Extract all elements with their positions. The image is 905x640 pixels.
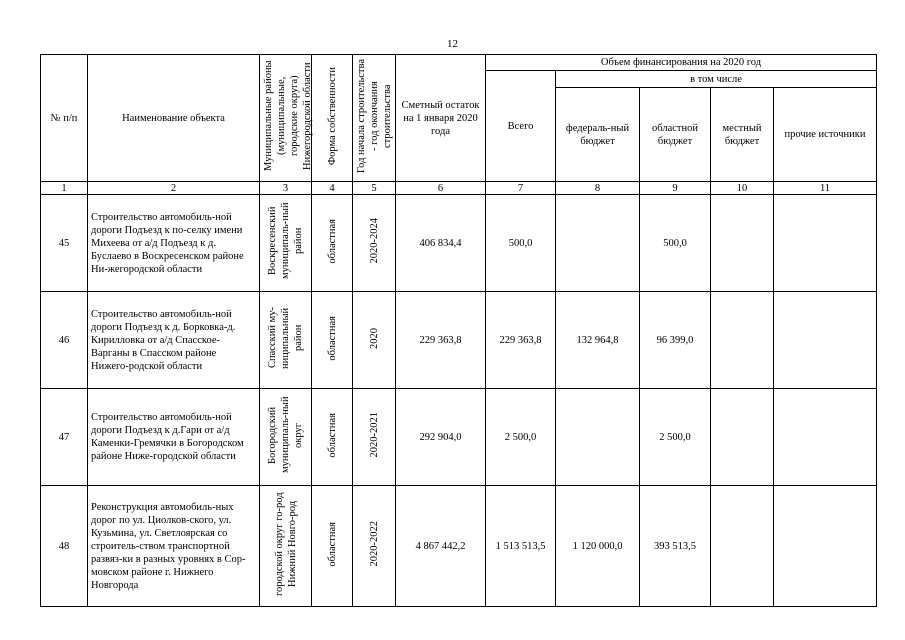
column-number: 10: [711, 182, 774, 195]
total-cell: 2 500,0: [486, 389, 556, 486]
ownership-cell: областная: [312, 292, 353, 389]
object-name: Строительство автомобиль-ной дороги Подъезд к по-селку имени Михеева от а/д Подъезд к д. Буслаево в Воскресенском районе Ни-жегородской области: [88, 195, 260, 292]
header-other: прочие источники: [774, 88, 877, 182]
header-local: местный бюджет: [711, 88, 774, 182]
column-number: 3: [260, 182, 312, 195]
local-cell: [711, 389, 774, 486]
years-cell: 2020-2022: [353, 486, 396, 607]
row-no: 46: [41, 292, 88, 389]
regional-cell: 2 500,0: [640, 389, 711, 486]
other-cell: [774, 486, 877, 607]
table-row: [41, 195, 877, 292]
column-number: 2: [88, 182, 260, 195]
federal-cell: [556, 195, 640, 292]
column-number: 6: [396, 182, 486, 195]
other-cell: [774, 292, 877, 389]
header-estimate: Сметный остаток на 1 января 2020 года: [396, 55, 486, 182]
header-ownership: Форма собственности: [312, 55, 353, 182]
estimate-cell: 4 867 442,2: [396, 486, 486, 607]
column-number: 8: [556, 182, 640, 195]
header-including: в том числе: [556, 71, 877, 88]
header-no: № п/п: [41, 55, 88, 182]
column-number: 4: [312, 182, 353, 195]
regional-cell: 500,0: [640, 195, 711, 292]
table-row: [41, 486, 877, 607]
regional-cell: 96 399,0: [640, 292, 711, 389]
row-no: 47: [41, 389, 88, 486]
column-number: 1: [41, 182, 88, 195]
header-district: Муниципальные районы (муниципальные, городские округа) Нижегородской области: [260, 55, 312, 182]
total-cell: 500,0: [486, 195, 556, 292]
header-federal: федераль-ный бюджет: [556, 88, 640, 182]
regional-cell: 393 513,5: [640, 486, 711, 607]
financing-table: [40, 54, 877, 607]
years-cell: 2020: [353, 292, 396, 389]
other-cell: [774, 389, 877, 486]
header-regional: областной бюджет: [640, 88, 711, 182]
district-cell: Богородский муниципаль-ный округ: [260, 389, 312, 486]
object-name: Строительство автомобиль-ной дороги Подъезд к д.Гари от а/д Каменки-Гремячки в Богородском районе Ниже-городской области: [88, 389, 260, 486]
local-cell: [711, 292, 774, 389]
years-cell: 2020-2024: [353, 195, 396, 292]
years-cell: 2020-2021: [353, 389, 396, 486]
header-total: Всего: [486, 71, 556, 182]
district-cell: городской округ го-род Нижний Новго-род: [260, 486, 312, 607]
header-funding: Объем финансирования на 2020 год: [486, 55, 877, 71]
column-number: 5: [353, 182, 396, 195]
table-row: [41, 389, 877, 486]
column-number: 7: [486, 182, 556, 195]
local-cell: [711, 195, 774, 292]
ownership-cell: областная: [312, 486, 353, 607]
column-number: 11: [774, 182, 877, 195]
page-number: 12: [447, 38, 458, 50]
total-cell: 1 513 513,5: [486, 486, 556, 607]
object-name: Реконструкция автомобиль-ных дорог по ул. Циолков-ского, ул. Кузьмина, ул. Светлоярская со строитель-ством транспортной развяз-ки в разных уровнях в Сор-мовском районе г. Нижнего Новгорода: [88, 486, 260, 607]
row-no: 45: [41, 195, 88, 292]
header-years: Год начала строительства - год окончания строительства: [353, 55, 396, 182]
column-numbers-row: [41, 182, 877, 195]
district-cell: Воскресенский муниципаль-ный район: [260, 195, 312, 292]
other-cell: [774, 195, 877, 292]
local-cell: [711, 486, 774, 607]
header-name: Наименование объекта: [88, 55, 260, 182]
row-no: 48: [41, 486, 88, 607]
ownership-cell: областная: [312, 389, 353, 486]
federal-cell: 132 964,8: [556, 292, 640, 389]
table-row: [41, 292, 877, 389]
object-name: Строительство автомобиль-ной дороги Подъезд к д. Борковка-д. Кирилловка от а/д Спасское-Варганы в Спасском районе Нижего-родской области: [88, 292, 260, 389]
federal-cell: 1 120 000,0: [556, 486, 640, 607]
total-cell: 229 363,8: [486, 292, 556, 389]
ownership-cell: областная: [312, 195, 353, 292]
estimate-cell: 292 904,0: [396, 389, 486, 486]
column-number: 9: [640, 182, 711, 195]
district-cell: Спасский му-ниципальный район: [260, 292, 312, 389]
federal-cell: [556, 389, 640, 486]
estimate-cell: 406 834,4: [396, 195, 486, 292]
estimate-cell: 229 363,8: [396, 292, 486, 389]
